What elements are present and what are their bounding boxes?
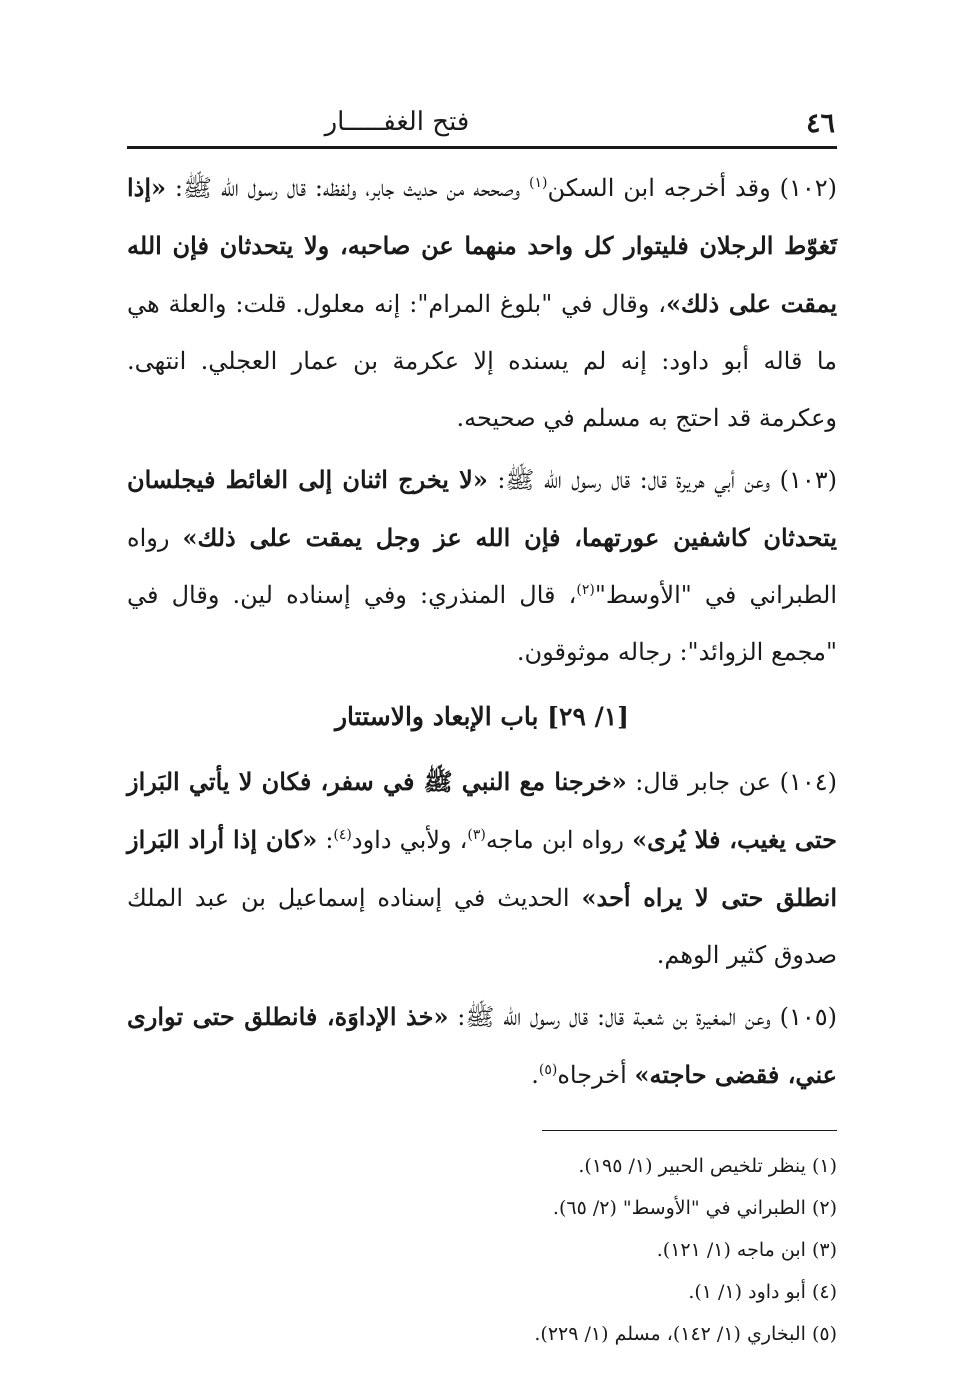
- hadith-text: «كان إذا أراد البَراز انطلق حتى لا يراه أحد»: [127, 825, 837, 912]
- document-page: [127, 100, 838, 1345]
- paragraph-text: الحديث في إسناده إسماعيل بن عبد الملك صدوق كثير الوهم.: [127, 884, 837, 969]
- hadith-text: «خذ الإداوَة، فانطلق حتى توارى عني، فقضى حاجته»: [127, 1002, 837, 1089]
- paragraph-text: ، ولأبي داود: [351, 826, 468, 854]
- paragraph-text: وعن المغيرة بن شعبة قال: قال رسول الله ﷺ:: [448, 1003, 780, 1031]
- hadith-number: (١٠٥): [779, 1003, 837, 1031]
- footnote-5: (٥) البخاري (١/ ١٤٢)، مسلم (١/ ٢٢٩).: [534, 1323, 837, 1345]
- paragraph-103: [127, 451, 837, 681]
- hadith-number: (١٠٣): [779, 466, 838, 494]
- paragraph-102: [127, 159, 837, 447]
- running-title: فتح الغفـــــار: [324, 107, 470, 137]
- footnote-1: (١) ينظر تلخيص الحبير (١/ ١٩٥).: [578, 1155, 837, 1177]
- footnotes: [127, 1145, 837, 1355]
- footnote-3: (٣) ابن ماجه (١/ ١٢١).: [656, 1239, 837, 1261]
- footnote-ref[interactable]: (٣): [467, 827, 486, 843]
- footnote-2: (٢) الطبراني في "الأوسط" (٢/ ٦٥).: [552, 1197, 837, 1219]
- paragraph-text: وعن أبي هريرة قال: قال رسول الله ﷺ:: [487, 466, 780, 494]
- paragraph-105: [127, 988, 837, 1104]
- footnote-separator-wrap: [127, 1104, 837, 1131]
- paragraph-text: وقد أخرجه ابن السكن: [547, 174, 780, 202]
- paragraph-text: رواه الطبراني في "الأوسط": [127, 524, 837, 609]
- footnote-ref[interactable]: (١): [529, 175, 548, 191]
- hadith-number: (١٠٤): [779, 768, 837, 796]
- page-body: [127, 159, 837, 1104]
- footnote-ref[interactable]: (٢): [576, 582, 595, 598]
- page-number: ٤٦: [805, 108, 835, 139]
- paragraph-text: .: [531, 1061, 539, 1089]
- hadith-text: «إذا تَغوّط الرجلان فليتوار كل واحد منهما عن صاحبه، ولا يتحدثان فإن الله يمقت على ذلك»: [127, 173, 838, 318]
- paragraph-text: ، وقال في "بلوغ المرام": إنه معلول. قلت: والعلة هي ما قاله أبو داود: إنه لم يسنده إلا عكرمة بن عمار العجلي. انتهى. وعكرمة قد احتج به مسلم في صحيحه.: [127, 290, 837, 432]
- paragraph-text: عن جابر قال:: [626, 768, 780, 796]
- hadith-text: «لا يخرج اثنان إلى الغائط فيجلسان يتحدثان كاشفين عورتهما، فإن الله عز وجل يمقت على ذلك»: [127, 465, 838, 552]
- paragraph-104: [127, 753, 837, 984]
- footnote-separator: [542, 1130, 837, 1131]
- hadith-text: «خرجنا مع النبي ﷺ في سفر، فكان لا يأتي البَراز حتى يغيب، فلا يُرى»: [127, 767, 837, 854]
- page-header: [127, 100, 837, 149]
- paragraph-text: :: [317, 826, 334, 854]
- paragraph-text: ، قال المنذري: وفي إسناده لين. وقال في "مجمع الزوائد": رجاله موثوقون.: [127, 581, 837, 666]
- footnote-ref[interactable]: (٥): [538, 1062, 558, 1078]
- chapter-title: [١/ ٢٩] باب الإبعاد والاستتار: [334, 702, 629, 731]
- hadith-number: (١٠٢): [779, 174, 837, 202]
- paragraph-text: وصححه من حديث جابر، ولفظه: قال رسول الله ﷺ:: [166, 174, 530, 202]
- paragraph-text: رواه ابن ماجه: [485, 826, 633, 854]
- paragraph-text: أخرجاه: [557, 1061, 635, 1089]
- footnote-4: (٤) أبو داود (١/ ١).: [688, 1281, 837, 1303]
- footnote-ref[interactable]: (٤): [333, 827, 352, 843]
